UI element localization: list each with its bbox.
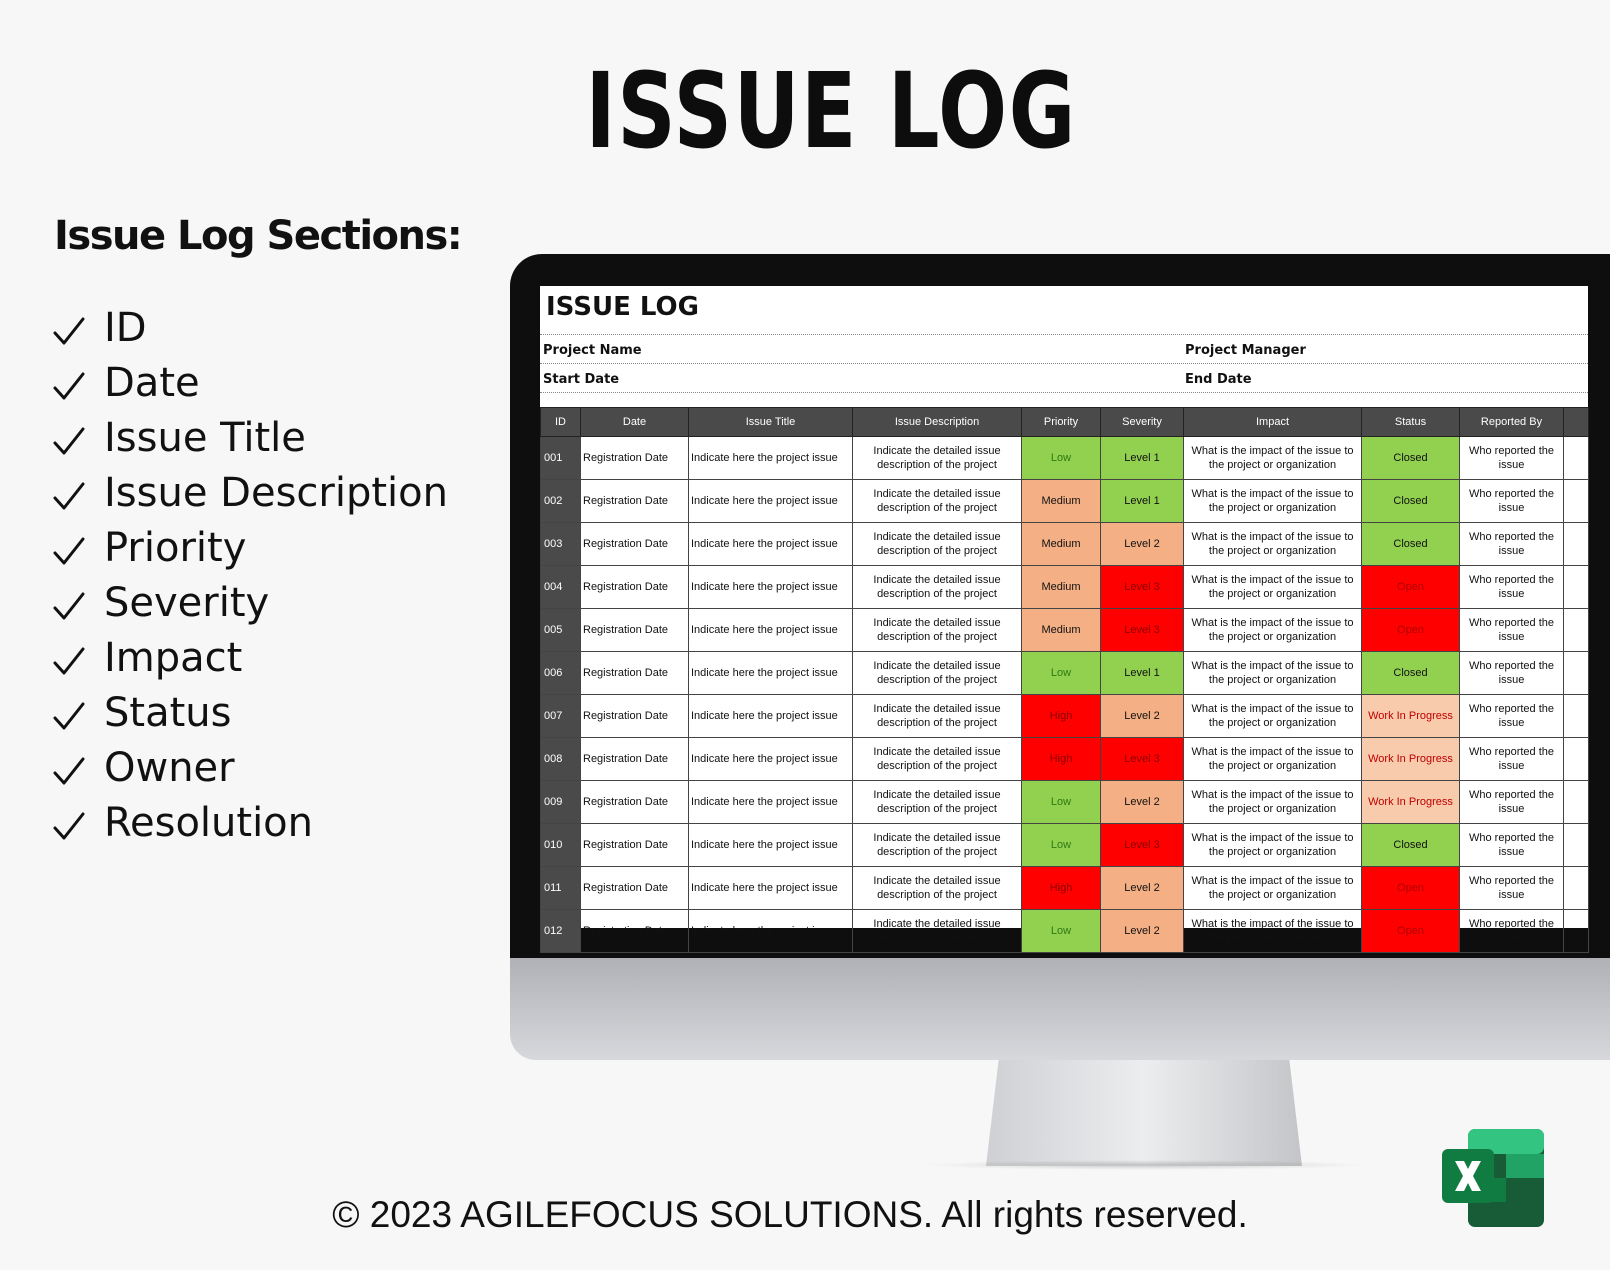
cell-impact[interactable]: What is the impact of the issue to the project or organization (1184, 867, 1362, 910)
cell-date[interactable]: Registration Date (581, 609, 689, 652)
section-item (52, 300, 448, 355)
cell-next[interactable] (1564, 437, 1589, 480)
cell-description[interactable]: Indicate the detailed issue description of the project (853, 910, 1022, 953)
start-date-label: Start Date (543, 372, 620, 387)
cell-status[interactable]: Work In Progress (1362, 738, 1460, 781)
cell-id[interactable]: 011 (541, 867, 581, 910)
cell-issue-title[interactable]: Indicate here the project issue (689, 867, 853, 910)
cell-impact[interactable]: What is the impact of the issue to the project or organization (1184, 824, 1362, 867)
section-item-label: Date (104, 359, 200, 406)
section-item (52, 465, 448, 520)
cell-priority[interactable]: Medium (1022, 566, 1101, 609)
cell-reported-by[interactable]: Who reported the issue (1460, 824, 1564, 867)
cell-priority[interactable]: High (1022, 867, 1101, 910)
section-item (52, 355, 448, 410)
cell-id[interactable]: 005 (541, 609, 581, 652)
cell-status[interactable]: Open (1362, 910, 1460, 953)
cell-id[interactable]: 002 (541, 480, 581, 523)
cell-id[interactable]: 012 (541, 910, 581, 953)
cell-date[interactable]: Registration Date (581, 867, 689, 910)
table-row (541, 738, 1589, 781)
cell-severity[interactable]: Level 2 (1101, 867, 1184, 910)
cell-description[interactable]: Indicate the detailed issue description of the project (853, 437, 1022, 480)
cell-severity[interactable]: Level 1 (1101, 652, 1184, 695)
monitor-base-shadow (920, 1160, 1370, 1170)
checkmark-icon (52, 535, 86, 569)
monitor-chin (510, 958, 1610, 1060)
cell-date[interactable]: Registration Date (581, 480, 689, 523)
cell-id[interactable]: 004 (541, 566, 581, 609)
section-item-label: ID (104, 304, 147, 351)
cell-priority[interactable]: Low (1022, 437, 1101, 480)
cell-description[interactable]: Indicate the detailed issue description of the project (853, 695, 1022, 738)
table-row (541, 480, 1589, 523)
cell-priority[interactable]: Low (1022, 652, 1101, 695)
column-header: ID (541, 408, 581, 437)
monitor-stand (986, 1060, 1302, 1166)
section-item-label: Severity (104, 579, 270, 626)
project-manager-label: Project Manager (1185, 343, 1306, 358)
cell-status[interactable]: Open (1362, 867, 1460, 910)
table-body (541, 437, 1589, 953)
cell-description[interactable]: Indicate the detailed issue description of the project (853, 781, 1022, 824)
checkmark-icon (52, 645, 86, 679)
cell-date[interactable]: Registration Date (581, 738, 689, 781)
copyright-text: © 2023 AGILEFOCUS SOLUTIONS. All rights reserved. (332, 1194, 1248, 1235)
checkmark-icon (52, 480, 86, 514)
cell-status[interactable]: Open (1362, 609, 1460, 652)
cell-impact[interactable]: What is the impact of the issue to the project or organization (1184, 781, 1362, 824)
section-item (52, 685, 448, 740)
cell-reported-by[interactable]: Who reported the issue (1460, 781, 1564, 824)
cell-status[interactable]: Closed (1362, 437, 1460, 480)
cell-next[interactable] (1564, 867, 1589, 910)
cell-impact[interactable]: What is the impact of the issue to the project or organization (1184, 609, 1362, 652)
table-row (541, 824, 1589, 867)
cell-description[interactable]: Indicate the detailed issue description of the project (853, 480, 1022, 523)
cell-description[interactable]: Indicate the detailed issue description of the project (853, 738, 1022, 781)
cell-id[interactable]: 008 (541, 738, 581, 781)
checkmark-icon (52, 755, 86, 789)
cell-description[interactable]: Indicate the detailed issue description of the project (853, 609, 1022, 652)
section-item (52, 740, 448, 795)
cell-status[interactable]: Closed (1362, 523, 1460, 566)
cell-next[interactable] (1564, 824, 1589, 867)
start-date-row (540, 364, 1588, 393)
section-item-label: Status (104, 689, 232, 736)
cell-issue-title[interactable]: Indicate here the project issue (689, 695, 853, 738)
cell-reported-by[interactable]: Who reported the issue (1460, 480, 1564, 523)
checkmark-icon (52, 700, 86, 734)
cell-id[interactable]: 009 (541, 781, 581, 824)
cell-severity[interactable]: Level 2 (1101, 781, 1184, 824)
cell-description[interactable]: Indicate the detailed issue description of the project (853, 824, 1022, 867)
cell-reported-by[interactable]: Who reported the issue (1460, 910, 1564, 953)
cell-severity[interactable]: Level 3 (1101, 566, 1184, 609)
cell-description[interactable]: Indicate the detailed issue description of the project (853, 867, 1022, 910)
table-row (541, 867, 1589, 910)
cell-severity[interactable]: Level 3 (1101, 824, 1184, 867)
cell-reported-by[interactable]: Who reported the issue (1460, 566, 1564, 609)
cell-next[interactable] (1564, 695, 1589, 738)
checkmark-icon (52, 315, 86, 349)
checkmark-icon (52, 590, 86, 624)
cell-id[interactable]: 003 (541, 523, 581, 566)
table-row (541, 566, 1589, 609)
cell-priority[interactable]: Medium (1022, 609, 1101, 652)
cell-priority[interactable]: Low (1022, 824, 1101, 867)
cell-issue-title[interactable]: Indicate here the project issue (689, 738, 853, 781)
cell-issue-title[interactable]: Indicate here the project issue (689, 910, 853, 953)
section-item (52, 410, 448, 465)
column-header (1564, 408, 1589, 437)
table-row (541, 910, 1589, 953)
section-item-label: Resolution (104, 799, 314, 846)
cell-issue-title[interactable]: Indicate here the project issue (689, 652, 853, 695)
page-title: ISSUE LOG (585, 50, 1077, 172)
cell-next[interactable] (1564, 523, 1589, 566)
cell-next[interactable] (1564, 609, 1589, 652)
cell-id[interactable]: 010 (541, 824, 581, 867)
column-header: Status (1362, 408, 1460, 437)
cell-date[interactable]: Registration Date (581, 910, 689, 953)
cell-issue-title[interactable]: Indicate here the project issue (689, 523, 853, 566)
cell-description[interactable]: Indicate the detailed issue description of the project (853, 566, 1022, 609)
cell-issue-title[interactable]: Indicate here the project issue (689, 781, 853, 824)
cell-date[interactable]: Registration Date (581, 652, 689, 695)
sections-list (52, 300, 448, 850)
cell-status[interactable]: Work In Progress (1362, 695, 1460, 738)
cell-id[interactable]: 006 (541, 652, 581, 695)
cell-next[interactable] (1564, 781, 1589, 824)
cell-next[interactable] (1564, 652, 1589, 695)
table-header-row (541, 408, 1589, 437)
column-header: Reported By (1460, 408, 1564, 437)
cell-reported-by[interactable]: Who reported the issue (1460, 867, 1564, 910)
excel-icon-band-mid (1506, 1154, 1544, 1178)
cell-severity[interactable]: Level 2 (1101, 695, 1184, 738)
cell-status[interactable]: Work In Progress (1362, 781, 1460, 824)
cell-impact[interactable]: What is the impact of the issue to the project or organization (1184, 910, 1362, 953)
section-item-label: Priority (104, 524, 247, 571)
cell-issue-title[interactable]: Indicate here the project issue (689, 609, 853, 652)
end-date-label: End Date (1185, 372, 1252, 387)
cell-impact[interactable]: What is the impact of the issue to the project or organization (1184, 695, 1362, 738)
cell-impact[interactable]: What is the impact of the issue to the project or organization (1184, 566, 1362, 609)
cell-impact[interactable]: What is the impact of the issue to the project or organization (1184, 652, 1362, 695)
column-header: Issue Title (689, 408, 853, 437)
cell-severity[interactable]: Level 2 (1101, 523, 1184, 566)
table-row (541, 437, 1589, 480)
cell-priority[interactable]: High (1022, 738, 1101, 781)
sheet-title: ISSUE LOG (546, 292, 699, 322)
cell-issue-title[interactable]: Indicate here the project issue (689, 437, 853, 480)
spreadsheet-screen (540, 286, 1588, 944)
cell-issue-title[interactable]: Indicate here the project issue (689, 566, 853, 609)
table-row (541, 695, 1589, 738)
section-item-label: Issue Description (104, 469, 448, 516)
cell-priority[interactable]: Low (1022, 910, 1101, 953)
cell-reported-by[interactable]: Who reported the issue (1460, 437, 1564, 480)
cell-next[interactable] (1564, 480, 1589, 523)
cell-issue-title[interactable]: Indicate here the project issue (689, 480, 853, 523)
table-row (541, 523, 1589, 566)
excel-icon (1442, 1129, 1544, 1227)
cell-impact[interactable]: What is the impact of the issue to the project or organization (1184, 523, 1362, 566)
cell-status[interactable]: Open (1362, 566, 1460, 609)
cell-next[interactable] (1564, 910, 1589, 953)
cell-status[interactable]: Closed (1362, 480, 1460, 523)
cell-priority[interactable]: Medium (1022, 480, 1101, 523)
cell-impact[interactable]: What is the impact of the issue to the project or organization (1184, 480, 1362, 523)
cell-severity[interactable]: Level 3 (1101, 738, 1184, 781)
cell-date[interactable]: Registration Date (581, 437, 689, 480)
section-item (52, 575, 448, 630)
cell-impact[interactable]: What is the impact of the issue to the project or organization (1184, 437, 1362, 480)
cell-id[interactable]: 007 (541, 695, 581, 738)
section-item-label: Owner (104, 744, 235, 791)
section-item-label: Issue Title (104, 414, 306, 461)
cell-priority[interactable]: High (1022, 695, 1101, 738)
column-header: Issue Description (853, 408, 1022, 437)
cell-date[interactable]: Registration Date (581, 695, 689, 738)
cell-status[interactable]: Closed (1362, 652, 1460, 695)
cell-reported-by[interactable]: Who reported the issue (1460, 523, 1564, 566)
cell-status[interactable]: Closed (1362, 824, 1460, 867)
cell-priority[interactable]: Low (1022, 781, 1101, 824)
cell-reported-by[interactable]: Who reported the issue (1460, 609, 1564, 652)
cell-severity[interactable]: Level 1 (1101, 437, 1184, 480)
cell-priority[interactable]: Medium (1022, 523, 1101, 566)
cell-date[interactable]: Registration Date (581, 566, 689, 609)
project-name-label: Project Name (543, 343, 642, 358)
cell-severity[interactable]: Level 3 (1101, 609, 1184, 652)
column-header: Severity (1101, 408, 1184, 437)
cell-severity[interactable]: Level 2 (1101, 910, 1184, 953)
section-item (52, 630, 448, 685)
cell-reported-by[interactable]: Who reported the issue (1460, 738, 1564, 781)
cell-date[interactable]: Registration Date (581, 781, 689, 824)
cell-reported-by[interactable]: Who reported the issue (1460, 652, 1564, 695)
cell-next[interactable] (1564, 738, 1589, 781)
cell-issue-title[interactable]: Indicate here the project issue (689, 824, 853, 867)
section-item (52, 520, 448, 575)
table-row (541, 652, 1589, 695)
column-header: Priority (1022, 408, 1101, 437)
cell-severity[interactable]: Level 1 (1101, 480, 1184, 523)
sections-heading: Issue Log Sections: (54, 213, 462, 259)
cell-reported-by[interactable]: Who reported the issue (1460, 695, 1564, 738)
project-name-row (540, 335, 1588, 364)
table-row (541, 609, 1589, 652)
cell-next[interactable] (1564, 566, 1589, 609)
issue-log-table (540, 407, 1589, 953)
cell-date[interactable]: Registration Date (581, 523, 689, 566)
section-item (52, 795, 448, 850)
section-item-label: Impact (104, 634, 243, 681)
checkmark-icon (52, 425, 86, 459)
column-header: Date (581, 408, 689, 437)
cell-impact[interactable]: What is the impact of the issue to the project or organization (1184, 738, 1362, 781)
cell-description[interactable]: Indicate the detailed issue description of the project (853, 652, 1022, 695)
cell-description[interactable]: Indicate the detailed issue description of the project (853, 523, 1022, 566)
checkmark-icon (52, 370, 86, 404)
checkmark-icon (52, 810, 86, 844)
cell-id[interactable]: 001 (541, 437, 581, 480)
table-row (541, 781, 1589, 824)
cell-date[interactable]: Registration Date (581, 824, 689, 867)
column-header: Impact (1184, 408, 1362, 437)
